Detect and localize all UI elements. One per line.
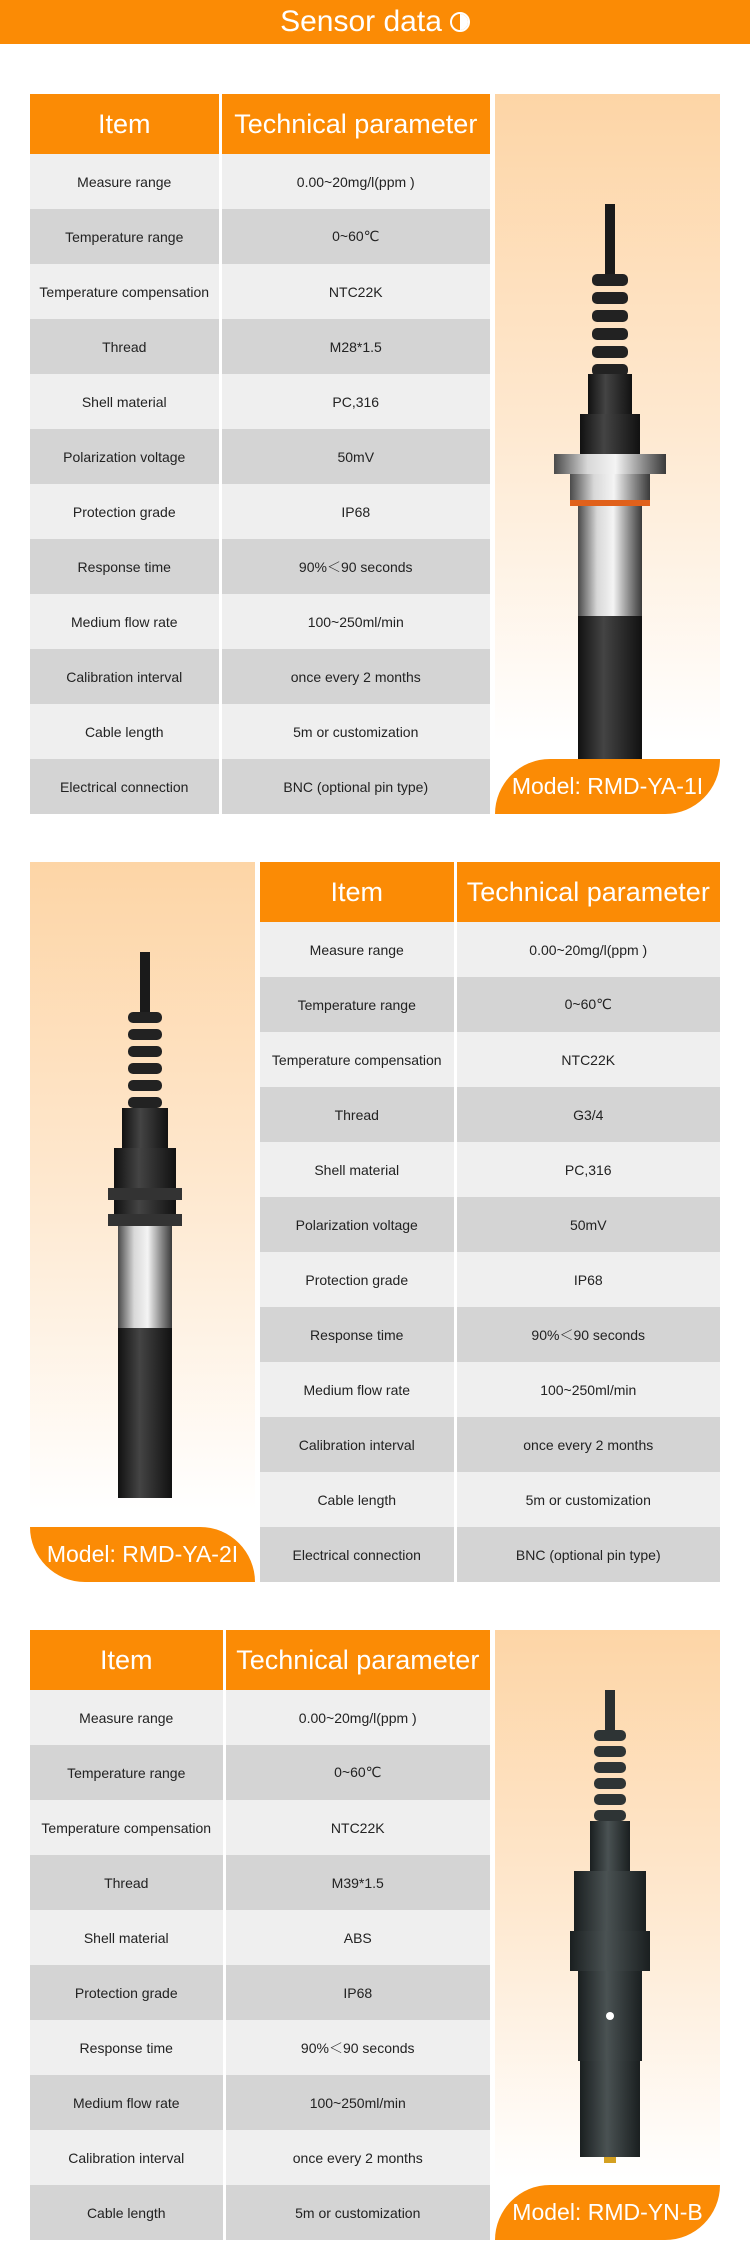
parameter-cell: 0~60℃ [220,209,490,264]
parameter-cell: NTC22K [220,264,490,319]
table-row [260,1252,720,1307]
spec-table [30,1630,490,2240]
table-row [260,1307,720,1362]
item-cell: Temperature range [260,977,455,1032]
item-cell: Calibration interval [30,2130,224,2185]
table-row [30,759,490,814]
model-label-text: Model: RMD-YA-2I [46,1541,239,1567]
item-cell: Measure range [30,1690,224,1745]
parameter-cell: M28*1.5 [220,319,490,374]
model-label [30,1527,255,1582]
table-row [30,2130,490,2185]
table-row [30,594,490,649]
table-row [260,1527,720,1582]
item-cell: Electrical connection [30,759,220,814]
table-row [260,922,720,977]
item-cell: Calibration interval [30,649,220,704]
item-cell: Temperature range [30,1745,224,1800]
parameter-cell: BNC (optional pin type) [455,1527,720,1582]
parameter-cell: 0.00~20mg/l(ppm ) [220,154,490,209]
table-row [30,1745,490,1800]
parameter-cell: once every 2 months [220,649,490,704]
item-cell: Polarization voltage [30,429,220,484]
table-row [30,264,490,319]
parameter-cell: 0~60℃ [455,977,720,1032]
parameter-cell: 5m or customization [224,2185,490,2240]
sensor-probe-image [540,204,680,784]
table-row [260,1142,720,1197]
parameter-cell: 50mV [455,1197,720,1252]
item-cell: Temperature compensation [260,1032,455,1087]
parameter-cell: 0.00~20mg/l(ppm ) [455,922,720,977]
column-header-parameter: Technical parameter [455,862,720,922]
item-cell: Shell material [260,1142,455,1197]
item-cell: Thread [30,1855,224,1910]
parameter-cell: BNC (optional pin type) [220,759,490,814]
model-label-text: Model: RMD-YN-B [512,2199,703,2225]
parameter-cell: G3/4 [455,1087,720,1142]
table-row [30,2185,490,2240]
column-header-item: Item [30,1630,224,1690]
parameter-cell: 50mV [220,429,490,484]
table-row [30,704,490,759]
parameter-cell: 5m or customization [220,704,490,759]
item-cell: Shell material [30,374,220,429]
item-cell: Response time [260,1307,455,1362]
table-row [30,1800,490,1855]
item-cell: Medium flow rate [260,1362,455,1417]
parameter-cell: once every 2 months [455,1417,720,1472]
parameter-cell: PC,316 [220,374,490,429]
parameter-cell: 100~250ml/min [224,2075,490,2130]
table-row [30,649,490,704]
table-row [30,429,490,484]
table-row [260,1472,720,1527]
parameter-cell: 100~250ml/min [455,1362,720,1417]
sensor-section-2 [0,862,750,1582]
parameter-cell: 90%＜90 seconds [455,1307,720,1362]
table-row [30,1690,490,1745]
parameter-cell: ABS [224,1910,490,1965]
parameter-cell: IP68 [224,1965,490,2020]
model-label [495,759,720,814]
table-row [30,374,490,429]
item-cell: Cable length [30,704,220,759]
item-cell: Medium flow rate [30,2075,224,2130]
parameter-cell: 100~250ml/min [220,594,490,649]
table-row [30,1910,490,1965]
item-cell: Thread [260,1087,455,1142]
table-row [30,154,490,209]
parameter-cell: NTC22K [224,1800,490,1855]
half-circle-icon [450,12,470,32]
page-title: Sensor data [280,5,442,38]
item-cell: Protection grade [260,1252,455,1307]
sensor-probe-image [550,1690,670,2170]
item-cell: Electrical connection [260,1527,455,1582]
table-row [260,1032,720,1087]
table-row [260,1417,720,1472]
table-row [260,977,720,1032]
parameter-cell: 90%＜90 seconds [220,539,490,594]
parameter-cell: 5m or customization [455,1472,720,1527]
page-header [0,0,750,44]
table-row [260,1362,720,1417]
item-cell: Response time [30,2020,224,2075]
item-cell: Calibration interval [260,1417,455,1472]
item-cell: Medium flow rate [30,594,220,649]
table-row [30,209,490,264]
column-header-item: Item [30,94,220,154]
table-row [30,2075,490,2130]
item-cell: Cable length [260,1472,455,1527]
parameter-cell: 90%＜90 seconds [224,2020,490,2075]
item-cell: Measure range [30,154,220,209]
parameter-cell: 0~60℃ [224,1745,490,1800]
table-row [30,1855,490,1910]
item-cell: Cable length [30,2185,224,2240]
item-cell: Response time [30,539,220,594]
parameter-cell: PC,316 [455,1142,720,1197]
parameter-cell: 0.00~20mg/l(ppm ) [224,1690,490,1745]
item-cell: Measure range [260,922,455,977]
sensor-probe-image [90,952,200,1512]
table-row [30,539,490,594]
model-label-text: Model: RMD-YA-1I [511,773,704,799]
item-cell: Thread [30,319,220,374]
sensor-section-3 [0,1630,750,2250]
item-cell: Polarization voltage [260,1197,455,1252]
item-cell: Temperature compensation [30,1800,224,1855]
table-row [30,2020,490,2075]
parameter-cell: once every 2 months [224,2130,490,2185]
column-header-parameter: Technical parameter [220,94,490,154]
table-row [30,1965,490,2020]
item-cell: Temperature range [30,209,220,264]
parameter-cell: NTC22K [455,1032,720,1087]
column-header-parameter: Technical parameter [224,1630,490,1690]
parameter-cell: M39*1.5 [224,1855,490,1910]
table-row [260,1087,720,1142]
spec-table [30,94,490,814]
table-row [260,1197,720,1252]
table-row [30,484,490,539]
item-cell: Temperature compensation [30,264,220,319]
item-cell: Shell material [30,1910,224,1965]
sensor-section-1 [0,94,750,814]
spec-table [260,862,720,1582]
table-row [30,319,490,374]
parameter-cell: IP68 [220,484,490,539]
model-label [495,2185,720,2240]
item-cell: Protection grade [30,1965,224,2020]
column-header-item: Item [260,862,455,922]
parameter-cell: IP68 [455,1252,720,1307]
item-cell: Protection grade [30,484,220,539]
